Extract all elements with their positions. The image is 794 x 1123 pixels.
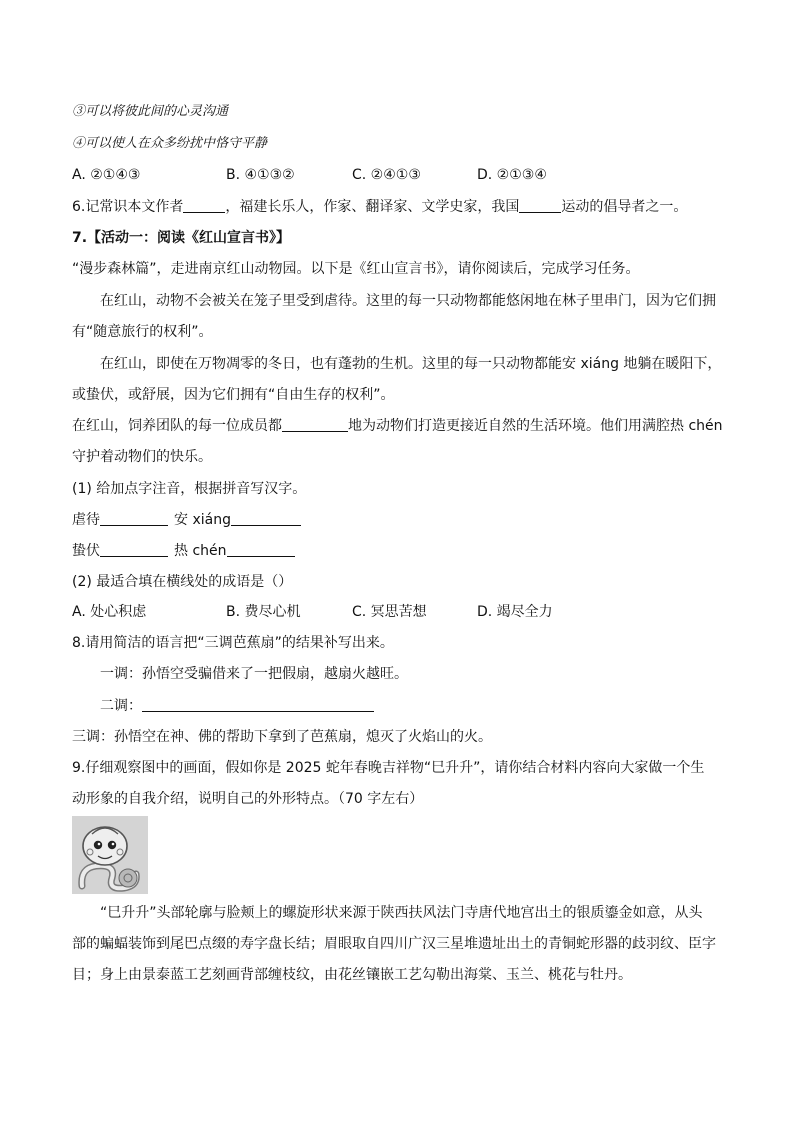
q5-option-a[interactable]: A. ②①④③ — [72, 167, 141, 183]
q9-prompt-line-1: 9.仔细观察图中的画面，假如你是 2025 蛇年春晚吉祥物“巳升升”，请你结合材料内容向大家做一个生 — [72, 760, 705, 776]
q7-option-a[interactable]: A. 处心积虑 — [72, 604, 147, 620]
q8-title: 8.请用简洁的语言把“三调芭蕉扇”的结果补写出来。 — [72, 635, 394, 651]
q7-paragraph-2-cont: 或蛰伏，或舒展，因为它们拥有“自由生存的权利”。 — [72, 387, 395, 403]
q5-option-b[interactable]: B. ④①③② — [226, 167, 295, 183]
q7-p3-text-1: 在红山，饲养团队的每一位成员都 — [72, 418, 282, 434]
q5-option-c[interactable]: C. ②④①③ — [352, 167, 421, 183]
q7-paragraph-3 — [72, 416, 723, 436]
q5-options — [72, 165, 547, 185]
q7-heading: 7.【活动一：阅读《红山宣言书》】 — [72, 230, 291, 246]
q7-p3-text-2: 地为动物们打造更接近自然的生活环境。他们用满腔热 chén — [348, 418, 723, 434]
q6-text-2: ，福建长乐人，作家、翻译家、文学史家，我国 — [225, 199, 520, 215]
q7-option-b[interactable]: B. 费尽心机 — [226, 604, 301, 620]
q8-answer-blank[interactable] — [142, 697, 374, 712]
q5-option-d[interactable]: D. ②①③④ — [477, 167, 547, 183]
q6-blank-author[interactable] — [183, 198, 225, 213]
answer-blank-zhefu[interactable] — [100, 542, 168, 557]
q7-intro: “漫步森林篇”，走进南京红山动物园。以下是《红山宣言书》，请你阅读后，完成学习任务。 — [72, 261, 640, 277]
answer-blank-nuedai[interactable] — [100, 511, 168, 526]
snake-mascot-illustration — [72, 816, 148, 894]
q8-third-attempt: 三调：孙悟空在神、佛的帮助下拿到了芭蕉扇，熄灭了火焰山的火。 — [72, 729, 492, 745]
word-rechen: 热 chén — [174, 543, 227, 559]
q9-material-line-3: 目；身上由景泰蓝工艺刻画背部缠枝纹，由花丝镶嵌工艺勾勒出海棠、玉兰、桃花与牡丹。 — [72, 967, 632, 983]
q6-text-3: 运动的倡导者之一。 — [561, 199, 688, 215]
word-nuedai: 虐待 — [72, 512, 100, 528]
q6-blank-movement[interactable] — [519, 198, 561, 213]
q7-paragraph-1-cont: 有“随意旅行的权利”。 — [72, 324, 213, 340]
option-line-4: ④可以使人在众多纷扰中恪守平静 — [72, 136, 268, 151]
answer-blank-anxiang[interactable] — [231, 511, 301, 526]
q7-option-c[interactable]: C. 冥思苦想 — [352, 604, 427, 620]
q9-prompt-line-2: 动形象的自我介绍，说明自己的外形特点。（70 字左右） — [72, 791, 424, 807]
q7-paragraph-2: 在红山，即使在万物凋零的冬日，也有蓬勃的生机。这里的每一只动物都能安 xiáng 地躺在暖阳下， — [100, 356, 722, 372]
answer-blank-rechen[interactable] — [227, 542, 295, 557]
q7-paragraph-1: 在红山，动物不会被关在笼子里受到虐待。这里的每一只动物都能悠闲地在林子里串门，因为它们拥 — [100, 293, 716, 309]
option-line-3: ③可以将彼此间的心灵沟通 — [72, 104, 229, 119]
q7-options — [72, 602, 553, 622]
q9-material-line-1: “巳升升”头部轮廓与脸颊上的螺旋形状来源于陕西扶风法门寺唐代地宫出土的银质鎏金如意，从头 — [100, 905, 703, 921]
q7-sub1-prompt: (1) 给加点字注音，根据拼音写汉字。 — [72, 481, 307, 497]
q7-option-d[interactable]: D. 竭尽全力 — [477, 604, 553, 620]
q8-second-attempt — [100, 696, 374, 716]
word-anxiang: 安 xiáng — [174, 512, 231, 528]
q7-sub1-row-2 — [72, 541, 295, 561]
q7-idiom-blank[interactable] — [282, 417, 348, 432]
q8-second-label: 二调： — [100, 698, 142, 714]
q8-first-attempt: 一调：孙悟空受骗借来了一把假扇，越扇火越旺。 — [100, 666, 408, 682]
q9-material-line-2: 部的蝙蝠装饰到尾巴点缀的寿字盘长结；眉眼取自四川广汉三星堆遗址出土的青铜蛇形器的歧羽纹、臣字 — [72, 936, 716, 952]
q6-text-1: 6.记常识本文作者 — [72, 199, 184, 215]
q7-paragraph-3-cont: 守护着动物们的快乐。 — [72, 449, 212, 465]
word-zhefu: 蛰伏 — [72, 543, 100, 559]
question-6 — [72, 197, 687, 217]
q7-sub2-prompt: (2) 最适合填在横线处的成语是（） — [72, 574, 293, 590]
q7-sub1-row-1 — [72, 510, 301, 530]
mascot-snake-image — [72, 816, 148, 894]
